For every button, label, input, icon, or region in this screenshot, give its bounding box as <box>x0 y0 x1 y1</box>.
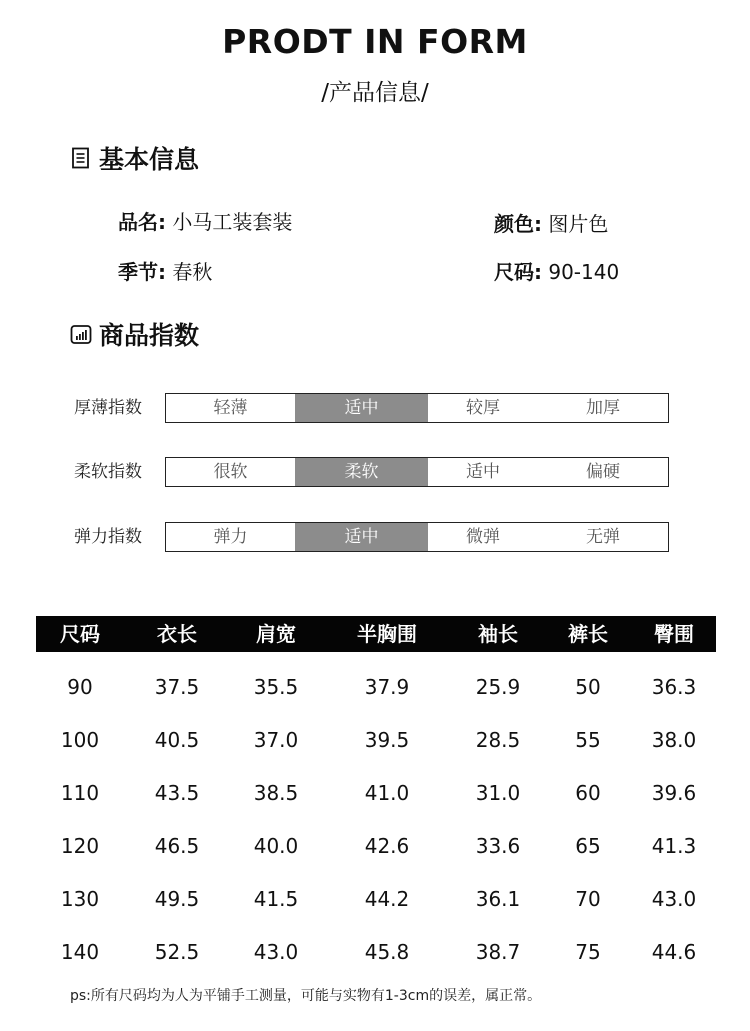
table-cell: 110 <box>60 781 100 805</box>
table-cell: 44.2 <box>364 887 410 911</box>
info-label: 季节: <box>118 260 166 284</box>
index-option: 偏硬 <box>586 462 620 482</box>
table-cell: 36.3 <box>651 675 697 699</box>
header-cell: 臀围 <box>654 622 694 646</box>
index-scale <box>165 393 669 423</box>
basic-info-heading <box>70 141 199 175</box>
table-cell: 39.6 <box>651 781 697 805</box>
index-label: 弹力指数 <box>74 527 142 547</box>
header-cell: 肩宽 <box>256 622 296 646</box>
info-value: 图片色 <box>548 212 609 236</box>
index-heading <box>70 317 199 351</box>
index-option-selected: 适中 <box>295 523 428 551</box>
table-cell: 130 <box>60 887 100 911</box>
table-cell: 38.5 <box>253 781 299 805</box>
table-cell: 36.1 <box>475 887 521 911</box>
index-option: 加厚 <box>586 398 620 418</box>
index-option: 很软 <box>213 462 248 482</box>
index-option-selected: 柔软 <box>295 458 428 486</box>
page-subtitle: /产品信息/ <box>321 80 429 106</box>
table-cell: 37.5 <box>154 675 200 699</box>
info-item-size <box>494 256 619 285</box>
info-item-color <box>494 208 608 237</box>
table-cell: 42.6 <box>364 834 410 858</box>
index-option: 无弹 <box>586 527 620 547</box>
bar-chart-icon <box>70 323 92 345</box>
index-option-selected: 适中 <box>295 394 428 422</box>
index-option: 微弹 <box>466 527 500 547</box>
info-label: 尺码: <box>494 260 542 284</box>
table-cell: 60 <box>575 781 601 805</box>
table-cell: 46.5 <box>154 834 200 858</box>
table-cell: 38.7 <box>475 940 521 964</box>
index-label: 厚薄指数 <box>74 398 142 418</box>
index-option: 适中 <box>466 462 500 482</box>
index-option: 轻薄 <box>213 398 248 418</box>
table-cell: 75 <box>575 940 601 964</box>
table-cell: 43.0 <box>651 887 697 911</box>
size-table <box>36 616 716 970</box>
index-title: 商品指数 <box>99 321 200 350</box>
header-cell: 衣长 <box>157 622 197 646</box>
table-row <box>36 705 716 758</box>
table-cell: 44.6 <box>651 940 697 964</box>
table-cell: 28.5 <box>475 728 521 752</box>
table-cell: 52.5 <box>154 940 200 964</box>
table-cell: 35.5 <box>253 675 299 699</box>
header-cell: 裤长 <box>568 622 608 646</box>
info-value: 春秋 <box>172 260 213 284</box>
table-row <box>36 917 716 970</box>
header-cell: 尺码 <box>60 622 100 646</box>
table-cell: 37.0 <box>253 728 299 752</box>
table-cell: 39.5 <box>364 728 410 752</box>
document-icon <box>70 147 92 169</box>
table-cell: 40.5 <box>154 728 200 752</box>
table-row <box>36 864 716 917</box>
info-label: 颜色: <box>494 212 542 236</box>
table-cell: 55 <box>575 728 601 752</box>
table-cell: 65 <box>575 834 601 858</box>
table-cell: 70 <box>575 887 601 911</box>
table-cell: 50 <box>575 675 601 699</box>
table-row <box>36 811 716 864</box>
table-cell: 31.0 <box>475 781 521 805</box>
index-option: 弹力 <box>213 527 248 547</box>
table-row <box>36 758 716 811</box>
table-row <box>36 652 716 705</box>
header-cell: 半胸围 <box>357 622 417 646</box>
page-title: PRODT IN FORM <box>222 22 528 61</box>
index-label: 柔软指数 <box>74 462 142 482</box>
header-cell: 袖长 <box>478 622 518 646</box>
table-cell: 41.0 <box>364 781 410 805</box>
table-cell: 43.0 <box>253 940 299 964</box>
index-scale <box>165 522 669 552</box>
size-table-body <box>36 652 716 970</box>
info-item-season <box>118 256 212 285</box>
size-table-header <box>36 616 716 652</box>
table-cell: 140 <box>60 940 100 964</box>
table-cell: 33.6 <box>475 834 521 858</box>
table-cell: 25.9 <box>475 675 521 699</box>
measurement-note: ps:所有尺码均为人为平铺手工测量，可能与实物有1-3cm的误差，属正常。 <box>70 988 542 1004</box>
info-value: 90-140 <box>548 260 620 284</box>
table-cell: 43.5 <box>154 781 200 805</box>
table-cell: 40.0 <box>253 834 299 858</box>
table-cell: 49.5 <box>154 887 200 911</box>
index-option: 较厚 <box>466 398 500 418</box>
info-item-name <box>118 206 292 235</box>
table-cell: 120 <box>60 834 100 858</box>
basic-info-title: 基本信息 <box>99 145 200 174</box>
table-cell: 100 <box>60 728 100 752</box>
table-cell: 90 <box>67 675 93 699</box>
info-value: 小马工装套装 <box>172 210 293 234</box>
table-cell: 45.8 <box>364 940 410 964</box>
table-cell: 41.5 <box>253 887 299 911</box>
index-scale <box>165 457 669 487</box>
table-cell: 37.9 <box>364 675 410 699</box>
table-cell: 38.0 <box>651 728 697 752</box>
info-label: 品名: <box>118 210 166 234</box>
table-cell: 41.3 <box>651 834 697 858</box>
